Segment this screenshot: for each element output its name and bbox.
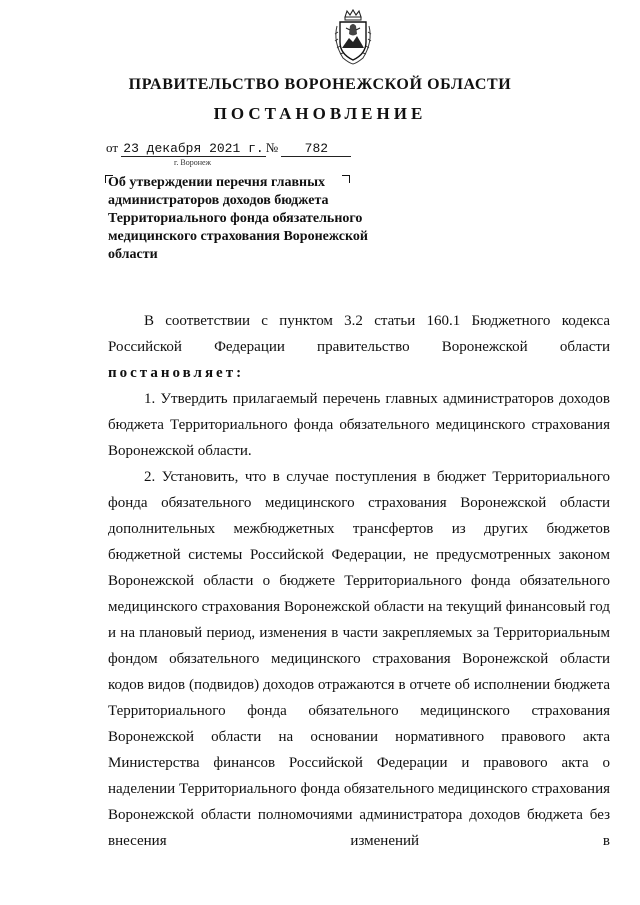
- coat-of-arms-icon: [331, 8, 375, 66]
- city-label: г. Воронеж: [174, 158, 212, 167]
- date-prefix: от: [106, 140, 119, 155]
- resolves-paragraph: [108, 360, 610, 386]
- number-prefix: №: [265, 140, 279, 155]
- document-body: [108, 308, 610, 854]
- document-number: 782: [281, 142, 351, 157]
- organization-title: ПРАВИТЕЛЬСТВО ВОРОНЕЖСКОЙ ОБЛАСТИ: [128, 76, 512, 93]
- date-number-line: [106, 140, 351, 157]
- preamble-paragraph: В соответствии с пунктом 3.2 статьи 160.1 Бюджетного кодекса Российской Федерации правительство Воронежской области: [108, 313, 610, 355]
- document-subject: Об утверждении перечня главных администраторов доходов бюджета Территориального фонда обязательного медицинского страхования Воронежской области: [108, 175, 368, 262]
- resolves-word: постановляет:: [108, 365, 245, 381]
- item-1-paragraph: 1. Утвердить прилагаемый перечень главных администраторов доходов бюджета Территориального фонда обязательного медицинского страхования Воронежской области.: [108, 391, 610, 459]
- document-type: ПОСТАНОВЛЕНИЕ: [213, 104, 427, 123]
- document-date: 23 декабря 2021 г.: [123, 141, 264, 156]
- item-2-paragraph: 2. Установить, что в случае поступления в бюджет Территориального фонда обязательного медицинского страхования Воронежской области дополнительных межбюджетных трансфертов из других бюджетов бюджетной системы Российской Федерации, не предусмотренных законом Воронежской области о бюджете Территориального фонда обязательного медицинского страхования Воронежской области на текущий финансовый год и на плановый период, изменения в части закрепляемых за Территориальным фондом обязательного медицинского страхования Воронежской области кодов видов (подвидов) доходов отражаются в отчете об исполнении бюджета Территориального фонда обязательного медицинского страхования Воронежской области на основании нормативного правового акта Министерства финансов Российской Федерации и правового акта о наделении Территориального фонда обязательного медицинского страхования Воронежской области полномочиями администратора доходов бюджета без внесения изменений в: [108, 469, 610, 849]
